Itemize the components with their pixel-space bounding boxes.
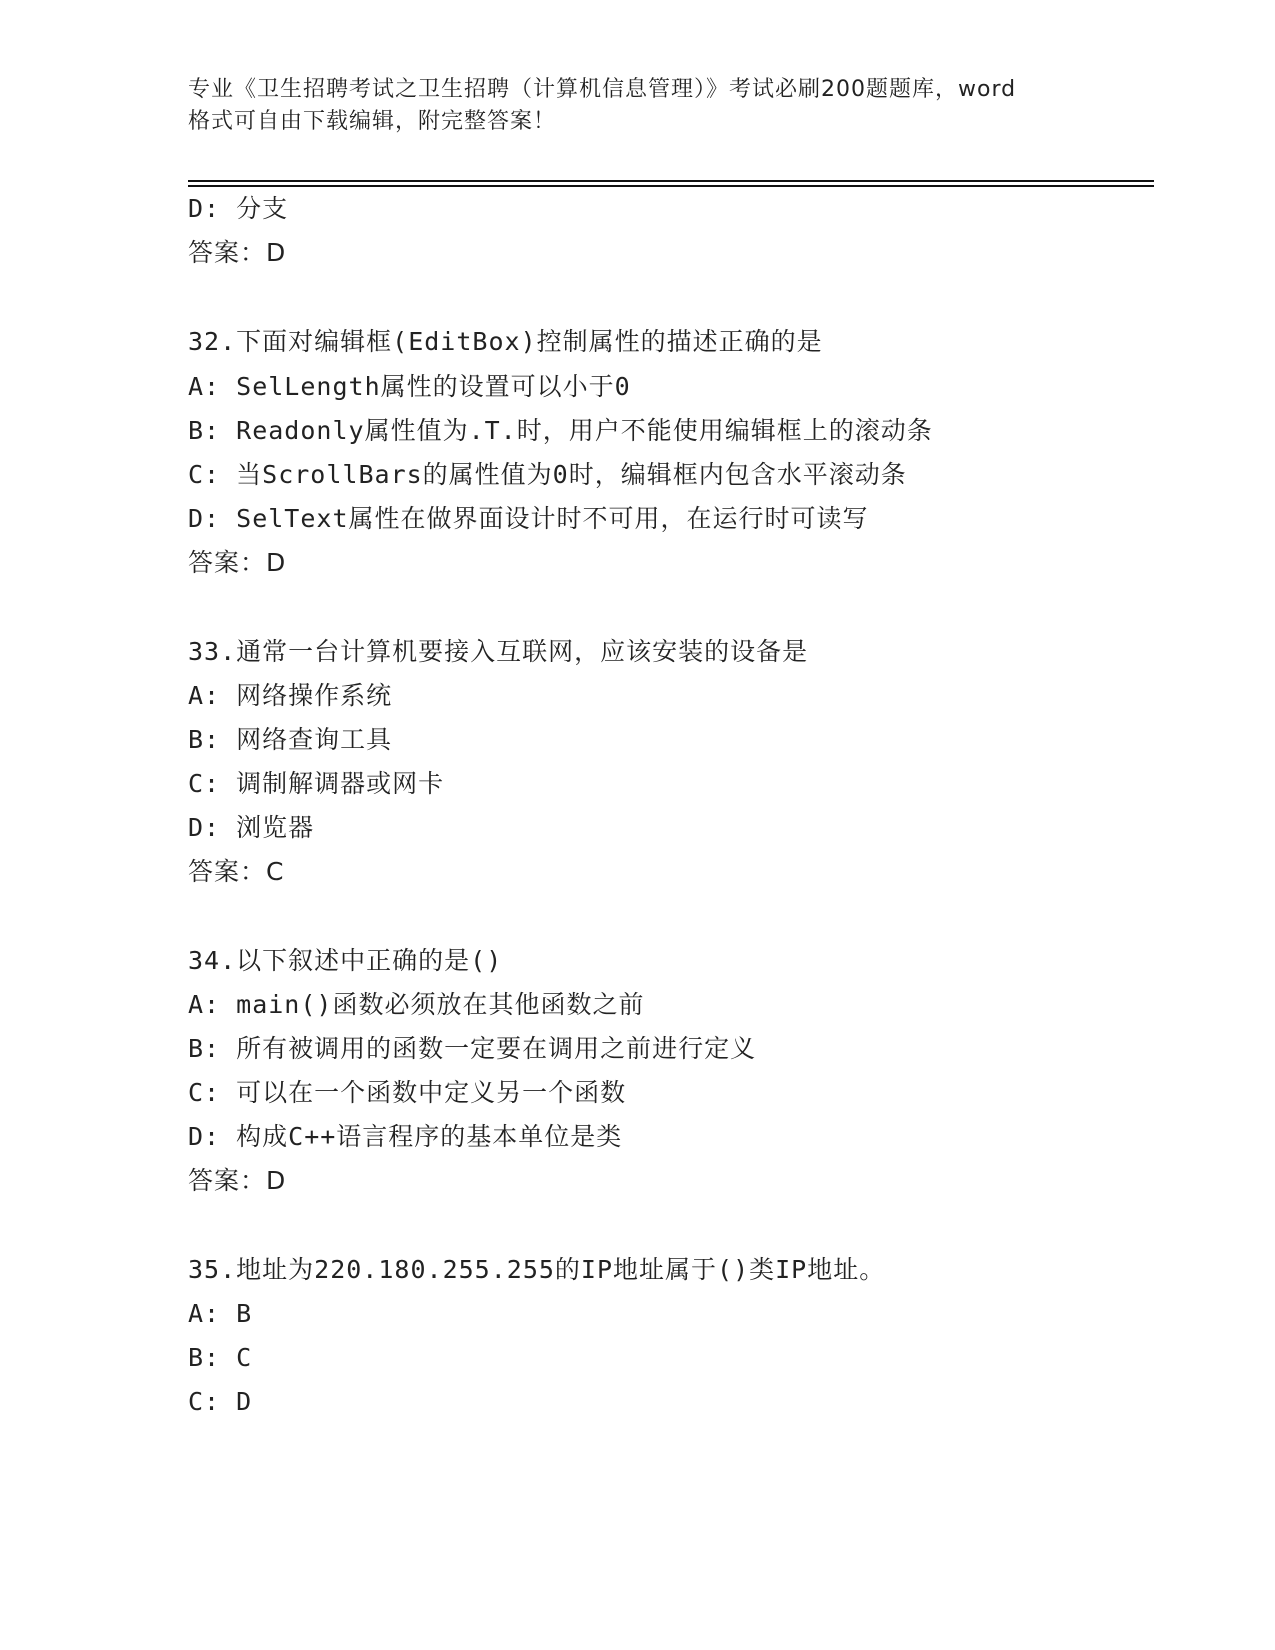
q35-option-c: C: D xyxy=(188,1387,253,1416)
q33-option-a: A: 网络操作系统 xyxy=(188,681,393,710)
q34-option-c: C: 可以在一个函数中定义另一个函数 xyxy=(188,1078,627,1107)
q33-option-b: B: 网络查询工具 xyxy=(188,725,393,754)
header-line-1: 专业《卫生招聘考试之卫生招聘（计算机信息管理）》考试必刷200题题库，word xyxy=(188,77,1017,102)
q35-question: 35.地址为220.180.255.255的IP地址属于()类IP地址。 xyxy=(188,1255,886,1284)
q32-option-b: B: Readonly属性值为.T.时，用户不能使用编辑框上的滚动条 xyxy=(188,416,933,445)
q33-option-c: C: 调制解调器或网卡 xyxy=(188,769,445,798)
header-divider-top xyxy=(188,180,1154,182)
q34-option-b: B: 所有被调用的函数一定要在调用之前进行定义 xyxy=(188,1034,757,1063)
header-divider-bottom xyxy=(188,185,1154,187)
q31-answer: 答案：D xyxy=(188,238,287,267)
q32-option-d: D: SelText属性在做界面设计时不可用，在运行时可读写 xyxy=(188,504,869,533)
q35-option-b: B: C xyxy=(188,1343,253,1372)
q34-option-d: D: 构成C++语言程序的基本单位是类 xyxy=(188,1122,623,1151)
q34-question: 34.以下叙述中正确的是() xyxy=(188,946,503,975)
q34-answer: 答案：D xyxy=(188,1166,287,1195)
q34-option-a: A: main()函数必须放在其他函数之前 xyxy=(188,990,645,1019)
header-line-2: 格式可自由下载编辑，附完整答案！ xyxy=(188,109,557,134)
q32-answer: 答案：D xyxy=(188,548,287,577)
document-header xyxy=(188,74,1088,138)
q32-option-a: A: SelLength属性的设置可以小于0 xyxy=(188,372,631,401)
q32-option-c: C: 当ScrollBars的属性值为0时，编辑框内包含水平滚动条 xyxy=(188,460,907,489)
q33-option-d: D: 浏览器 xyxy=(188,813,315,842)
q33-question: 33.通常一台计算机要接入互联网，应该安装的设备是 xyxy=(188,637,809,666)
q32-question: 32.下面对编辑框(EditBox)控制属性的描述正确的是 xyxy=(188,327,823,356)
q33-answer: 答案：C xyxy=(188,857,285,886)
q35-option-a: A: B xyxy=(188,1299,253,1328)
q31-option-d: D: 分支 xyxy=(188,194,289,223)
